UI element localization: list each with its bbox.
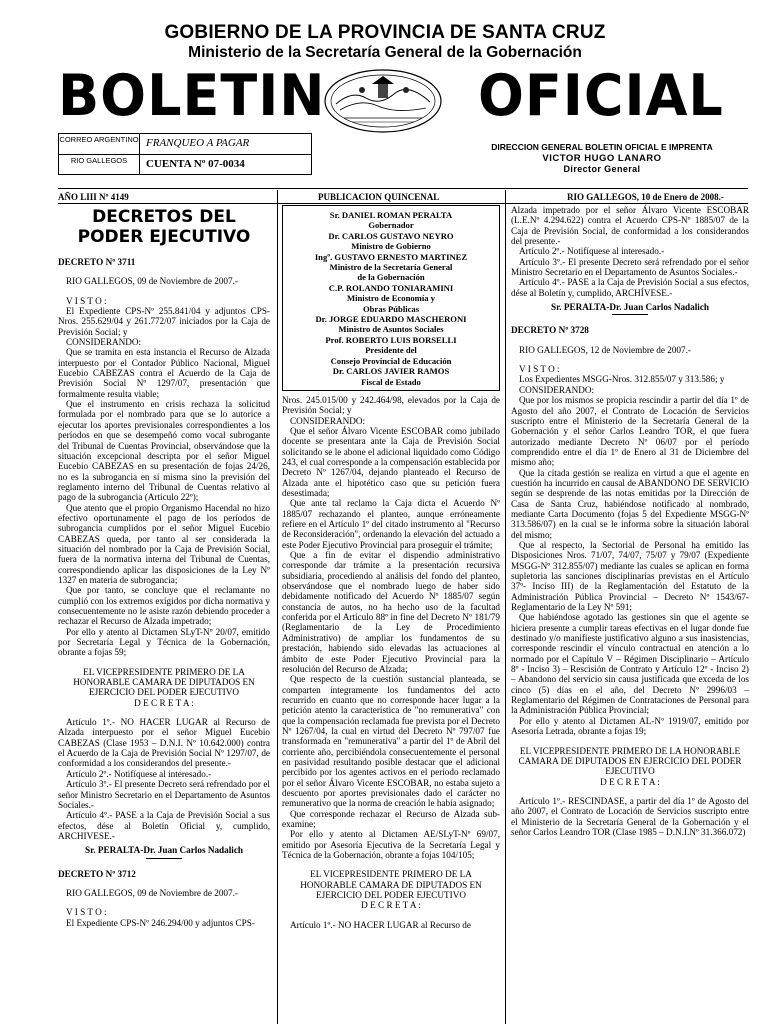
header-rule bbox=[58, 188, 748, 189]
signature-line: Sr. PERALTA-Dr. Juan Carlos Nadalich bbox=[58, 845, 270, 859]
decree-number: DECRETO Nº 3711 bbox=[58, 257, 136, 267]
postal-stamp-box bbox=[58, 133, 312, 175]
postal-carrier: CORREO ARGENTINO bbox=[59, 135, 139, 144]
column-3: Alzada impetrado por el señor Álvaro Vicente ESCOBAR (L.E.Nº 4.294.622) contra el Acuerdo CPS-Nº 1885/07 de la Caja de Previsión Social, de conformidad a los considerandos del presente.- Artículo 2º.- Notifíquese al interesado.- Artículo 3º.- El presente Decreto será refrendado por el señor Ministro Secretario en el Departamento de Asuntos Sociales.- Artículo 4º.- PASE a la Caja de Previsión Social a sus efectos, dése al Boletín y, cumplido, ARCHÍVESE.- Sr. PERALTA-Dr. Juan Carlos Nadalich DECRETO Nº 3728 RIO GALLEGOS, 12 de Noviembre de 2007.- V I S T O : Los Expedientes MSGG-Nros. 312.855/07 y 313.586; y CONSIDERANDO: Que por los mismos se propicia rescindir a partir del día 1º de Agosto del año 2007, el Contrato de Locación de Servicios suscripto entre el Ministerio de la Secretaría General de la Gobernación y el señor Carlos Leandro TOR, el que fuera autorizado mediante Decreto Nº 06/07 por el período comprendido entre el día 1º de Enero al 31 de Diciembre del mismo año; Que la citada gestión se realiza en virtud a que el agente en cuestión ha incurrido en causal de ABANDONO DE SERVICIO según se desprende de las notas emitidas por la Dirección de Casa de Santa Cruz, habiéndose notificado al nombrado, mediante Carta Documento (fojas 5 del Expediente MSGG-Nº 313.586/07) en la cual se le informa sobre la situación laboral del mismo; Que al respecto, la Sectorial de Personal ha emitido las Disposiciones Nros. 71/07, 74/07, 75/07 y 79/07 (Expediente MSGG-Nº 312.855/07) mediante las cuales se aplican en forma supletoria las sanciones disciplinarias previstas en el Artículo 37º- Inciso III) de la Reglamentación del Estatuto de la Administración Pública Provincial – Decreto Nº 1543/67-Reglamentario de la Ley Nº 591; Que habiéndose agotado las gestiones sin que el agente se hiciera presente a cumplir tareas efectivas en el lugar donde fue destinado y/o manifieste justificativo alguno a sus inasistencias, corresponde rescindir el vínculo contractual en atención a lo normado por el Capítulo V – Régimen Disciplinario – Artículo 8º - Inciso 3) – Rescisión de Contrato y Artículo 12º - Inciso 2) – Abandono del servicio sin causa justificada que exceda de los cinco (5) días en el año, del Decreto Nº 2996/03 – Reglamentario del Régimen de Contrataciones de Personal para la Administración Pública Provincial; Por ello y atento al Dictamen AL-Nº 1919/07, emitido por Asesoría Letrada, obrante a fojas 19; EL VICEPRESIDENTE PRIMERO DE LA HONORABLE CAMARA DE DIPUTADOS EN EJERCICIO DEL PODER EJECUTIVO D E C R E T A : Artículo 1º.- RESCINDASE, a partir del día 1º de Agosto del año 2007, el Contrato de Locación de Servicios suscripto entre el Ministerio de la Secretaría General de la Gobernación y el señor Carlos Leandro TOR (Clase 1985 – D.N.I.Nº 31.366.072) bbox=[511, 205, 749, 837]
column-2: Sr. DANIEL ROMAN PERALTA Gobernador Dr. CARLOS GUSTAVO NEYRO Ministro de Gobierno Ingº. GUSTAVO ERNESTO MARTINEZ Ministro de la Secretaría General de la Gobernación C.P. ROLANDO TONIARAMINI Ministro de Economía y Obras Públicas Dr. JORGE EDUARDO MASCHERONI Ministro de Asuntos Sociales Prof. ROBERTO LUIS BORSELLI Presidente del Consejo Provincial de Educación Dr. CARLOS JAVIER RAMOS Fiscal de Estado Nros. 245.015/00 y 242.464/98, elevados por la Caja de Previsión Social; y CONSIDERANDO: Que el señor Álvaro Vicente ESCOBAR como jubilado docente se presentara ante la Caja de Previsión Social solicitando se le abone el adicional liquidado como Código 243, el cual corresponde a la compensación establecida por Decreto Nº 1267/04, dejando planteado el Recurso de Alzada ante el hipotético caso que su petición fuera desestimada; Que ante tal reclamo la Caja dicta el Acuerdo Nº 1885/07 rechazando el planteo, aunque erróneamente refiere en el Artículo 1º del citado instrumento al "Recurso de Reconsideración", ordenando la elevación del actuado a este Poder Ejecutivo Provincial para proseguir el trámite; Que a fin de evitar el dispendio administrativo corresponde dar trámite a la presentación recursiva subsidiaria, procediendo al análisis del fondo del planteo, observándose que el nombrado luego de haber sido debidamente notificado del Acuerdo Nº 1885/07 según constancia de autos, no ha hecho uso de la facultad conferida por el Artículo 88º in fine del Decreto Nº 181/79 (Reglamentario de la Ley de Procedimiento Administrativo) de ampliar los fundamentos de su prestación, habiendo sido elevadas las actuaciones al ámbito de este Poder Ejecutivo Provincial para la resolución del Recurso de Alzada; Que respecto de la cuestión sustancial planteada, se comparten íntegramente los fundamentos del acto recurrido en cuanto que no corresponde hacer lugar a la petición atento la característica de "no remunerativa" con que la compensación reclamada fue prevista por el Decreto Nº 1267/04, la cual en virtud del Decreto Nº 797/07 fue transformada en "remunerativa" a partir del 1º de Abril del corriente año, percibiéndola consecuentemente el personal en pasividad resultando posible destacar que el adicional percibido por los agentes activos en el período reclamado por el señor Álvaro Vicente ESCOBAR, no estaba sujeto a descuento por aportes previsionales dado el carácter no remunerativo que la norma de creación le había asignado; Que corresponde rechazar el Recurso de Alzada sub-examine; Por ello y atento al Dictamen AE/SLyT-Nº 69/07, emitido por Asesoría Ejecutiva de la Secretaría Legal y Técnica de la Gobernación, obrante a fojas 104/105; EL VICEPRESIDENTE PRIMERO DE LA HONORABLE CAMARA DE DIPUTADOS EN EJERCICIO DEL PODER EJECUTIVO D E C R E T A : Artículo 1º.- NO HACER LUGAR al Recurso de bbox=[282, 205, 500, 930]
column-divider-1 bbox=[277, 190, 278, 1024]
section-title: DECRETOS DEL PODER EJECUTIVO bbox=[77, 207, 251, 247]
column-divider-2 bbox=[505, 190, 506, 1024]
decree-number: DECRETO Nº 3728 bbox=[511, 325, 589, 336]
authorities-box: Sr. DANIEL ROMAN PERALTA Gobernador Dr. CARLOS GUSTAVO NEYRO Ministro de Gobierno Ingº. GUSTAVO ERNESTO MARTINEZ Ministro de la Secretaría General de la Gobernación C.P. ROLANDO TONIARAMINI Ministro de Economía y Obras Públicas Dr. JORGE EDUARDO MASCHERONI Ministro de Asuntos Sociales Prof. ROBERTO LUIS BORSELLI Presidente del Consejo Provincial de Educación Dr. CARLOS JAVIER RAMOS Fiscal de Estado bbox=[282, 205, 500, 391]
director-role: Director General bbox=[563, 164, 641, 174]
issue-number: AÑO LIII Nº 4149 bbox=[58, 192, 129, 202]
director-name: VICTOR HUGO LANARO bbox=[542, 153, 662, 164]
decree-date: RIO GALLEGOS, 09 de Noviembre de 2007.- bbox=[66, 276, 238, 287]
direction-title: DIRECCION GENERAL BOLETIN OFICIAL E IMPRENTA bbox=[491, 142, 713, 152]
title-oficial: OFICIAL bbox=[478, 62, 724, 129]
postal-account: CUENTA Nº 07-0034 bbox=[140, 154, 311, 174]
ministry-heading: Ministerio de la Secretaría General de la Gobernación bbox=[188, 44, 582, 61]
provincial-seal-icon bbox=[322, 68, 444, 134]
decree-date: RIO GALLEGOS, 09 de Noviembre de 2007.- bbox=[66, 887, 238, 898]
publication-frequency: PUBLICACION QUINCENAL bbox=[318, 192, 440, 202]
direction-block bbox=[452, 142, 752, 175]
strip-rule bbox=[58, 203, 748, 204]
postal-city: RIO GALLEGOS bbox=[59, 154, 139, 174]
signature-line: Sr. PERALTA-Dr. Juan Carlos Nadalich bbox=[511, 302, 749, 316]
title-boletin: BOLETIN bbox=[58, 62, 326, 129]
postage-note: FRANQUEO A PAGAR bbox=[146, 137, 250, 149]
decree-date: RIO GALLEGOS, 12 de Noviembre de 2007.- bbox=[519, 344, 691, 355]
government-heading: GOBIERNO DE LA PROVINCIA DE SANTA CRUZ bbox=[164, 22, 606, 43]
column-1: DECRETOS DEL PODER EJECUTIVO DECRETO Nº 3711 RIO GALLEGOS, 09 de Noviembre de 2007.- V I S T O : El Expediente CPS-Nº 255.841/04 y adjuntos CPS-Nros. 255.629/04 y 261.772/07 iniciados por la Caja de Previsión Social; y CONSIDERANDO: Que se tramita en esta instancia el Recurso de Alzada interpuesto por el Contador Público Nacional, Miguel Eucebio CABEZAS contra el Acuerdo de la Caja de Previsión Social Nº 1297/07, presentación que formalmente resulta viable; Que el instrumento en crisis rechaza la solicitud formulada por el nombrado para que se lo autorice a ejecutar los aportes previsionales correspondientes a los períodos en que se desempeñó como vocal subrogante del Tribunal de Cuentas Provincial, observándose que la situación excepcional descripta por el señor Miguel Eucebio CABEZAS en su presentación de fojas 24/26, no es la subrogancia en sí misma sino la previsión del reglamento interno del Tribunal de Cuentas relativo al pago de la subrogancia (Artículo 22º); Que atento que el propio Organismo Hacendal no hizo efectivo oportunamente el pago de los períodos de subrogancia cumplidos por el señor Miguel Eucebio CABEZAS queda, por tanto al ser considerada la situación del nombrado por la Caja de Previsión Social, fuera de la normativa interna del Tribunal de Cuentas, correspondiendo aplicar las disposiciones de la Ley Nº 1327 en materia de subrogancia; Que por tanto, se concluye que el reclamante no cumplió con los extremos exigidos por dicha normativa y consecuentemente no le asiste razón debiendo proceder a rechazar el Recurso de Alzada impetrado; Por ello y atento al Dictamen SLyT-Nº 20/07, emitido por Secretaría Legal y Técnica de la Gobernación, obrante a fojas 59; EL VICEPRESIDENTE PRIMERO DE LA HONORABLE CAMARA DE DIPUTADOS EN EJERCICIO DEL PODER EJECUTIVO D E C R E T A : Artículo 1º.- NO HACER LUGAR al Recurso de Alzada interpuesto por el señor Miguel Eucebio CABEZAS (Clase 1953 – D.N.I. Nº 10.642.000) contra el Acuerdo de la Caja de Previsión Social Nº 1297/07, de conformidad a los considerandos del presente.- Artículo 2º.- Notifíquese al interesado.- Artículo 3º.- El presente Decreto será refrendado por el señor Ministro Secretario en el Departamento de Asuntos Sociales.- Artículo 4º.- PASE a la Caja de Previsión Social a sus efectos, dése al Boletín Oficial y, cumplido, ARCHIVESE.- Sr. PERALTA-Dr. Juan Carlos Nadalich DECRETO Nº 3712 RIO GALLEGOS, 09 de Noviembre de 2007.- V I S T O : El Expediente CPS-Nº 246.294/00 y adjuntos CPS- bbox=[58, 207, 270, 928]
decree-number: DECRETO Nº 3712 bbox=[58, 868, 136, 879]
issue-date: RIO GALLEGOS, 10 de Enero de 2008.- bbox=[567, 192, 724, 202]
